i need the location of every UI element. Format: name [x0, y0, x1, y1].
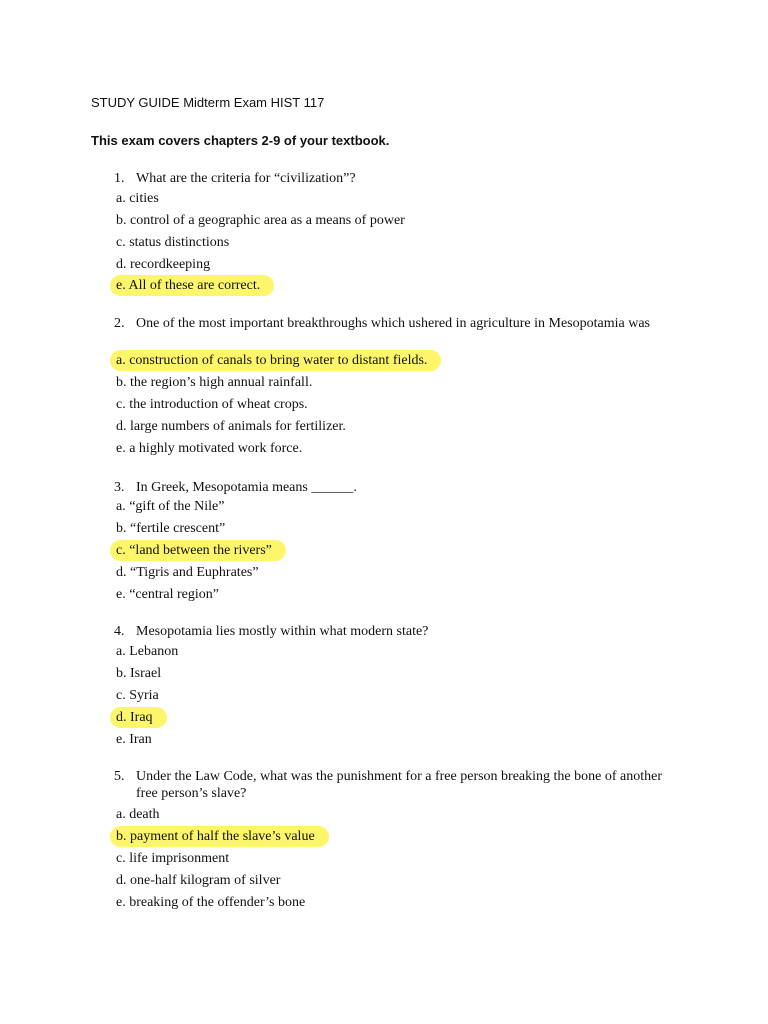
option-2a-highlighted — [110, 350, 441, 371]
option-letter: a. — [116, 644, 126, 659]
option-text: the region’s high annual rainfall. — [130, 375, 313, 390]
option-1b — [116, 210, 405, 231]
option-4c — [116, 685, 159, 706]
option-3b — [116, 518, 225, 539]
option-3a — [116, 496, 224, 517]
option-3d — [116, 562, 259, 583]
question-number: 4. — [114, 624, 125, 639]
option-letter: c. — [116, 235, 126, 250]
question-5 — [114, 768, 674, 802]
option-letter: b. — [116, 375, 127, 390]
option-5c — [116, 848, 229, 869]
option-letter: a. — [116, 191, 126, 206]
option-letter: b. — [116, 666, 127, 681]
option-text: “land between the rivers” — [129, 543, 272, 558]
option-text: construction of canals to bring water to distant fields. — [129, 353, 428, 368]
option-2b — [116, 372, 312, 393]
option-text: “fertile crescent” — [130, 521, 226, 536]
option-text: payment of half the slave’s value — [130, 829, 315, 844]
option-text: “central region” — [129, 587, 219, 602]
option-letter: e. — [116, 278, 126, 293]
question-number: 1. — [114, 171, 125, 186]
question-number: 2. — [114, 316, 125, 331]
question-number: 5. — [114, 769, 125, 784]
option-2e — [116, 438, 302, 459]
question-text: Under the Law Code, what was the punishment for a free person breaking the bone of another free person’s slave? — [136, 769, 662, 801]
option-text: Iran — [129, 732, 152, 747]
option-letter: c. — [116, 397, 126, 412]
question-3 — [114, 479, 674, 496]
option-letter: a. — [116, 807, 126, 822]
option-3c-highlighted — [110, 540, 286, 561]
option-2d — [116, 416, 346, 437]
question-2 — [114, 315, 674, 332]
option-letter: d. — [116, 873, 127, 888]
option-text: death — [129, 807, 160, 822]
option-letter: b. — [116, 213, 127, 228]
document-title: STUDY GUIDE Midterm Exam HIST 117 — [91, 95, 325, 110]
option-letter: e. — [116, 441, 126, 456]
option-text: cities — [129, 191, 159, 206]
option-letter: d. — [116, 257, 127, 272]
exam-coverage-note: This exam covers chapters 2-9 of your textbook. — [91, 133, 390, 148]
option-1a — [116, 188, 159, 209]
option-1c — [116, 232, 229, 253]
option-1d — [116, 254, 210, 275]
option-text: All of these are correct. — [128, 278, 261, 293]
option-5a — [116, 804, 160, 825]
option-text: a highly motivated work force. — [129, 441, 303, 456]
question-text: Mesopotamia lies mostly within what modern state? — [136, 624, 429, 639]
option-letter: a. — [116, 499, 126, 514]
option-text: “Tigris and Euphrates” — [130, 565, 259, 580]
question-text: What are the criteria for “civilization”? — [136, 171, 356, 186]
option-text: large numbers of animals for fertilizer. — [130, 419, 346, 434]
option-letter: c. — [116, 688, 126, 703]
option-2c — [116, 394, 308, 415]
question-text: One of the most important breakthroughs which ushered in agriculture in Mesopotamia was — [136, 316, 650, 331]
option-letter: c. — [116, 851, 126, 866]
option-letter: d. — [116, 710, 127, 725]
option-text: recordkeeping — [130, 257, 211, 272]
option-text: Syria — [129, 688, 159, 703]
option-text: Lebanon — [129, 644, 179, 659]
option-5d — [116, 870, 280, 891]
option-letter: a. — [116, 353, 126, 368]
question-4 — [114, 623, 674, 640]
option-5b-highlighted — [110, 826, 329, 847]
option-4d-highlighted — [110, 707, 167, 728]
option-text: Israel — [130, 666, 162, 681]
option-5e — [116, 892, 305, 913]
option-4e — [116, 729, 152, 750]
option-text: life imprisonment — [129, 851, 230, 866]
option-text: breaking of the offender’s bone — [129, 895, 306, 910]
option-3e — [116, 584, 219, 605]
option-4b — [116, 663, 161, 684]
option-letter: e. — [116, 732, 126, 747]
option-text: control of a geographic area as a means of power — [130, 213, 405, 228]
question-text: In Greek, Mesopotamia means ______. — [136, 480, 357, 495]
question-1 — [114, 170, 674, 187]
option-letter: d. — [116, 565, 127, 580]
option-letter: b. — [116, 521, 127, 536]
option-letter: b. — [116, 829, 127, 844]
option-1e-highlighted — [110, 275, 274, 296]
option-letter: d. — [116, 419, 127, 434]
option-letter: e. — [116, 895, 126, 910]
option-text: status distinctions — [129, 235, 230, 250]
option-text: the introduction of wheat crops. — [129, 397, 308, 412]
option-text: one-half kilogram of silver — [130, 873, 281, 888]
option-text: Iraq — [130, 710, 153, 725]
option-4a — [116, 641, 178, 662]
option-letter: e. — [116, 587, 126, 602]
option-text: “gift of the Nile” — [129, 499, 225, 514]
option-letter: c. — [116, 543, 126, 558]
question-number: 3. — [114, 480, 125, 495]
